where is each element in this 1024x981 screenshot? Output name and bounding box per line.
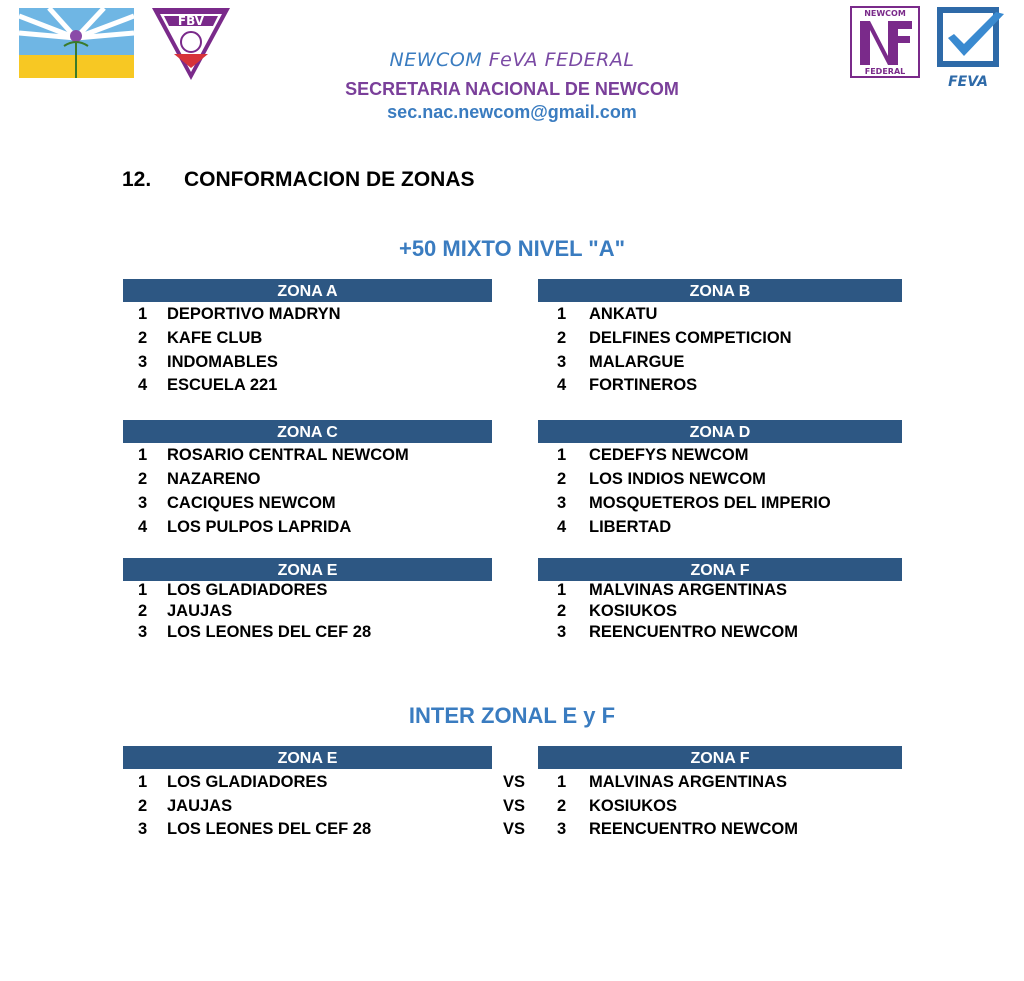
zone-c-num-4: 4 (138, 518, 148, 536)
zone-a-num-3: 3 (138, 353, 148, 371)
match-2-left-num: 2 (138, 797, 148, 815)
zone-f-team-1: MALVINAS ARGENTINAS (589, 581, 787, 599)
zone-d-team-1: CEDEFYS NEWCOM (589, 446, 749, 464)
zone-c-team-1: ROSARIO CENTRAL NEWCOM (167, 446, 409, 464)
match-1-vs: VS (503, 773, 526, 791)
match-1-left-num: 1 (138, 773, 148, 791)
zone-f-team-3: REENCUENTRO NEWCOM (589, 623, 798, 641)
zone-b-num-4: 4 (557, 376, 567, 394)
svg-text:NEWCOM: NEWCOM (864, 9, 906, 18)
section-number: 12. (122, 168, 152, 191)
match-1-right-num: 1 (557, 773, 567, 791)
zone-c-team-2: NAZARENO (167, 470, 261, 488)
zone-e-team-1: LOS GLADIADORES (167, 581, 328, 599)
zone-a-team-3: INDOMABLES (167, 353, 278, 371)
zone-b-num-2: 2 (557, 329, 567, 347)
match-3-right-num: 3 (557, 820, 567, 838)
interzonal-title: INTER ZONAL E y F (408, 703, 616, 728)
zone-a-team-4: ESCUELA 221 (167, 376, 278, 394)
zone-e-num-2: 2 (138, 602, 148, 620)
interzonal-zone-f-header: ZONA F (538, 746, 902, 769)
zone-d-team-3: MOSQUETEROS DEL IMPERIO (589, 494, 831, 512)
zone-d-header: ZONA D (538, 420, 902, 443)
zone-b-team-4: FORTINEROS (589, 376, 698, 394)
header-subtitle: SECRETARIA NACIONAL DE NEWCOM (345, 79, 679, 99)
match-2-vs: VS (503, 797, 526, 815)
zone-b-num-1: 1 (557, 305, 567, 323)
zone-b-team-2: DELFINES COMPETICION (589, 329, 792, 347)
zone-a-header: ZONA A (123, 279, 492, 302)
category-title: +50 MIXTO NIVEL "A" (398, 236, 626, 261)
zone-a-num-1: 1 (138, 305, 148, 323)
match-2-left-team: JAUJAS (167, 797, 233, 815)
zone-e-num-1: 1 (138, 581, 148, 599)
zone-d-num-2: 2 (557, 470, 567, 488)
match-3-left-num: 3 (138, 820, 148, 838)
zone-f-header: ZONA F (538, 558, 902, 581)
zone-a-num-2: 2 (138, 329, 148, 347)
zone-c-num-3: 3 (138, 494, 148, 512)
zone-d-num-1: 1 (557, 446, 567, 464)
section-title: CONFORMACION DE ZONAS (184, 168, 475, 191)
zone-d-team-2: LOS INDIOS NEWCOM (589, 470, 766, 488)
zone-a-team-1: DEPORTIVO MADRYN (167, 305, 341, 323)
zone-a-team-2: KAFE CLUB (167, 329, 263, 347)
match-2-right-team: KOSIUKOS (589, 797, 678, 815)
zone-f-num-3: 3 (557, 623, 567, 641)
fbv-logo-text: FBV (177, 14, 205, 28)
header-title: NEWCOM FeVA FEDERAL (389, 49, 635, 71)
zone-c-header: ZONA C (123, 420, 492, 443)
svg-text:FEDERAL: FEDERAL (864, 67, 906, 76)
zone-f-num-2: 2 (557, 602, 567, 620)
zone-c-team-3: CACIQUES NEWCOM (167, 494, 336, 512)
zone-d-team-4: LIBERTAD (589, 518, 672, 536)
zone-f-num-1: 1 (557, 581, 567, 599)
zone-c-num-2: 2 (138, 470, 148, 488)
zone-d-num-4: 4 (557, 518, 567, 536)
zone-f-team-2: KOSIUKOS (589, 602, 678, 620)
interzonal-zone-e-header: ZONA E (123, 746, 492, 769)
zone-b-num-3: 3 (557, 353, 567, 371)
match-3-vs: VS (503, 820, 526, 838)
zone-c-team-4: LOS PULPOS LAPRIDA (167, 518, 352, 536)
match-1-left-team: LOS GLADIADORES (167, 773, 328, 791)
zone-e-team-3: LOS LEONES DEL CEF 28 (167, 623, 372, 641)
zone-e-header: ZONA E (123, 558, 492, 581)
zone-e-team-2: JAUJAS (167, 602, 233, 620)
match-3-left-team: LOS LEONES DEL CEF 28 (167, 820, 372, 838)
zone-c-num-1: 1 (138, 446, 148, 464)
header-email: sec.nac.newcom@gmail.com (387, 102, 637, 122)
zone-b-header: ZONA B (538, 279, 902, 302)
zone-b-team-1: ANKATU (589, 305, 658, 323)
svg-text:FEVA: FEVA (948, 74, 988, 90)
zone-a-num-4: 4 (138, 376, 148, 394)
zone-d-num-3: 3 (557, 494, 567, 512)
match-2-right-num: 2 (557, 797, 567, 815)
match-3-right-team: REENCUENTRO NEWCOM (589, 820, 798, 838)
zone-e-num-3: 3 (138, 623, 148, 641)
zone-b-team-3: MALARGUE (589, 353, 685, 371)
match-1-right-team: MALVINAS ARGENTINAS (589, 773, 787, 791)
